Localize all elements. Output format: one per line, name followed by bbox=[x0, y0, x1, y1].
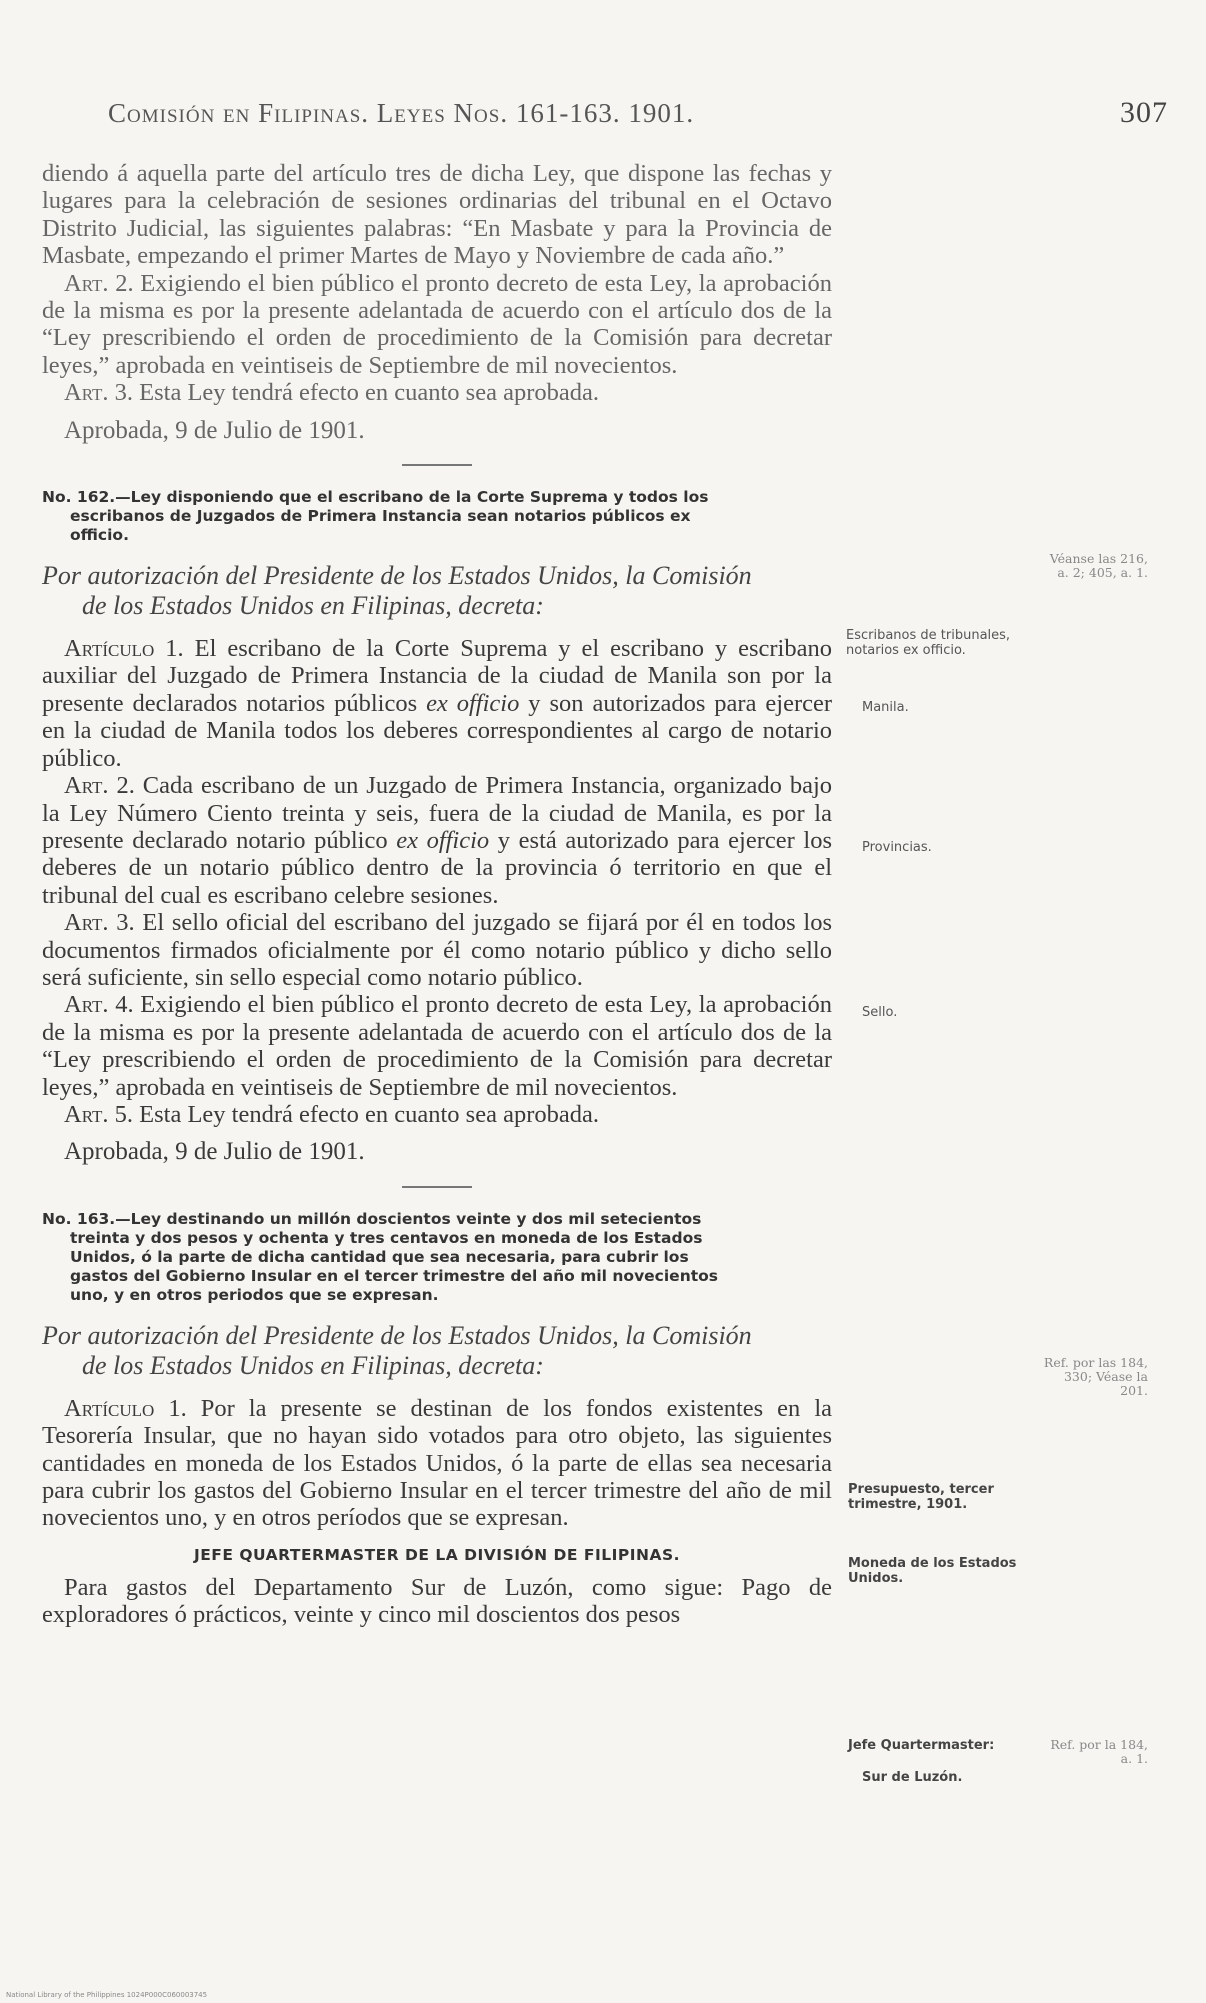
main-text-column bbox=[42, 160, 832, 1629]
running-title: Comisión en Filipinas. Leyes Nos. 161-163. 1901. bbox=[108, 98, 695, 128]
article-emphasis: ex officio bbox=[426, 689, 520, 717]
margin-note-escribanos: Escribanos de tribunales, notarios ex officio. bbox=[846, 628, 1011, 658]
margin-note-sello: Sello. bbox=[862, 1005, 898, 1020]
law163-title-line: treinta y dos pesos y ochenta y tres centavos en moneda de los Estados bbox=[70, 1228, 703, 1247]
law162-art3 bbox=[42, 909, 832, 991]
law161-art2 bbox=[42, 270, 832, 380]
law162-art1 bbox=[42, 635, 832, 772]
article-label: Art. 3. bbox=[64, 909, 135, 937]
law162-preamble bbox=[42, 561, 832, 621]
scan-footer: National Library of the Philippines 1024P000C060003745 bbox=[6, 1991, 208, 1999]
reference-quartermaster: Ref. por la 184, a. 1. bbox=[1050, 1737, 1148, 1766]
law162-title bbox=[42, 488, 832, 545]
preamble-line: de los Estados Unidos en Filipinas, decreta: bbox=[82, 1350, 544, 1380]
reference-law163: Ref. por las 184, 330; Véase la 201. bbox=[1043, 1355, 1148, 1398]
article-label: Art. 4. bbox=[64, 991, 134, 1019]
article-text: Esta Ley tendrá efecto en cuanto sea aprobada. bbox=[139, 379, 599, 407]
section-divider bbox=[402, 464, 472, 466]
article-text: El sello oficial del escribano del juzgado se fijará por él en todos los documentos firmados oficialmente por él como notario público y dicho sello será suficiente, sin sello especial como notario público. bbox=[42, 909, 832, 991]
article-text: y son autorizados para ejercer en la ciudad de Manila todos los deberes correspondientes al cargo de notario público. bbox=[42, 689, 833, 772]
reference-law162: Véanse las 216, a. 2; 405, a. 1. bbox=[1049, 551, 1148, 580]
law161-approved: Aprobada, 9 de Julio de 1901. bbox=[64, 416, 365, 444]
law161-para1: diendo á aquella parte del artículo tres de dicha Ley, que dispone las fechas y lugares para la celebración de sesiones ordinarias del tribunal en el Octavo Distrito Judicial, las siguientes palabras: “En Masbate y para la Provincia de Masbate, empezando el primer Martes de Mayo y Noviembre de cada año.” bbox=[42, 160, 832, 270]
law163-title-line: uno, y en otros periodos que se expresan. bbox=[70, 1285, 439, 1304]
margin-note-sur-luzon: Sur de Luzón. bbox=[862, 1770, 963, 1785]
margin-note-presupuesto: Presupuesto, tercer trimestre, 1901. bbox=[848, 1482, 994, 1512]
preamble-line: Por autorización del Presidente de los Estados Unidos, la Comisión bbox=[42, 561, 752, 591]
preamble-line: de los Estados Unidos en Filipinas, decreta: bbox=[82, 591, 544, 621]
margin-note-jefe-quartermaster: Jefe Quartermaster: bbox=[848, 1738, 995, 1753]
article-text: Esta Ley tendrá efecto en cuanto sea aprobada. bbox=[139, 1100, 599, 1128]
running-header bbox=[108, 98, 1168, 129]
article-text: y está autorizado para ejercer los deberes de un notario público dentro de la provincia ó territorio en que el tribunal del cual es escribano celebre sesiones. bbox=[42, 826, 832, 909]
article-text: Por la presente se destinan de los fondos existentes en la Tesorería Insular, que no hayan sido votados para otro objeto, las siguientes cantidades en moneda de los Estados Unidos, ó la parte de ellas sea necesaria para cubrir los gastos del Gobierno Insular en el tercer trimestre del año de mil novecientos uno, y en otros períodos que se expresan. bbox=[42, 1394, 832, 1532]
law162-approved: Aprobada, 9 de Julio de 1901. bbox=[64, 1138, 365, 1166]
law163-final-para: Para gastos del Departamento Sur de Luzón, como sigue: Pago de exploradores ó prácticos, veinte y cinco mil doscientos dos pesos bbox=[42, 1573, 832, 1629]
section-divider bbox=[402, 1186, 472, 1188]
law163-title-line: No. 163.—Ley destinando un millón doscientos veinte y dos mil setecientos bbox=[42, 1209, 702, 1228]
article-text: Exigiendo el bien público el pronto decreto de esta Ley, la aprobación de la misma es por la presente adelantada de acuerdo con el artículo dos de la “Ley prescribiendo el orden de procedimiento de la Comisión para decretar leyes,” aprobada en veintiseis de Septiembre de mil novecientos. bbox=[42, 269, 832, 379]
article-label: Artículo 1. bbox=[64, 1394, 187, 1422]
page-number: 307 bbox=[1120, 96, 1168, 129]
margin-note-moneda: Moneda de los Estados Unidos. bbox=[848, 1556, 1017, 1586]
law163-title-line: Unidos, ó la parte de dicha cantidad que sea necesaria, para cubrir los bbox=[70, 1247, 689, 1266]
article-label: Art. 2. bbox=[64, 772, 135, 800]
article-label: Art. 2. bbox=[64, 269, 134, 297]
law162-art4 bbox=[42, 991, 832, 1101]
law162-title-line: officio. bbox=[70, 526, 129, 545]
law163-section-heading: JEFE QUARTERMASTER DE LA DIVISIÓN DE FILIPINAS. bbox=[193, 1545, 681, 1564]
law161-art3 bbox=[42, 379, 832, 406]
law163-art1 bbox=[42, 1395, 832, 1532]
article-label: Art. 3. bbox=[64, 379, 134, 407]
law162-title-line: escribanos de Juzgados de Primera Instancia sean notarios públicos ex bbox=[70, 507, 691, 526]
law162-title-line: No. 162.—Ley disponiendo que el escribano de la Corte Suprema y todos los bbox=[42, 488, 709, 507]
article-text: El escribano de la Corte Suprema y el escribano y escribano auxiliar del Juzgado de Primera Instancia de la ciudad de Manila son por la presente declarados notarios públicos bbox=[42, 635, 832, 717]
law163-title-line: gastos del Gobierno Insular en el tercer trimestre del año mil novecientos bbox=[70, 1266, 719, 1285]
preamble-line: Por autorización del Presidente de los Estados Unidos, la Comisión bbox=[42, 1320, 752, 1350]
article-emphasis: ex officio bbox=[396, 826, 490, 854]
article-label: Art. 5. bbox=[64, 1100, 134, 1128]
law162-art2 bbox=[42, 772, 832, 909]
law163-title bbox=[42, 1210, 832, 1305]
article-text: Cada escribano de un Juzgado de Primera Instancia, organizado bajo la Ley Número Ciento treinta y seis, fuera de la ciudad de Manila, es por la presente declarado notario público bbox=[42, 772, 833, 854]
law162-art5 bbox=[42, 1101, 832, 1128]
article-label: Artículo 1. bbox=[64, 635, 184, 663]
margin-note-manila: Manila. bbox=[862, 700, 909, 715]
article-text: Exigiendo el bien público el pronto decreto de esta Ley, la aprobación de la misma es por la presente adelantada de acuerdo con el artículo dos de la “Ley prescribiendo el orden de procedimiento de la Comisión para decretar leyes,” aprobada en veintiseis de Septiembre de mil novecientos. bbox=[42, 991, 832, 1101]
law163-preamble bbox=[42, 1321, 832, 1381]
margin-note-provincias: Provincias. bbox=[862, 840, 932, 855]
